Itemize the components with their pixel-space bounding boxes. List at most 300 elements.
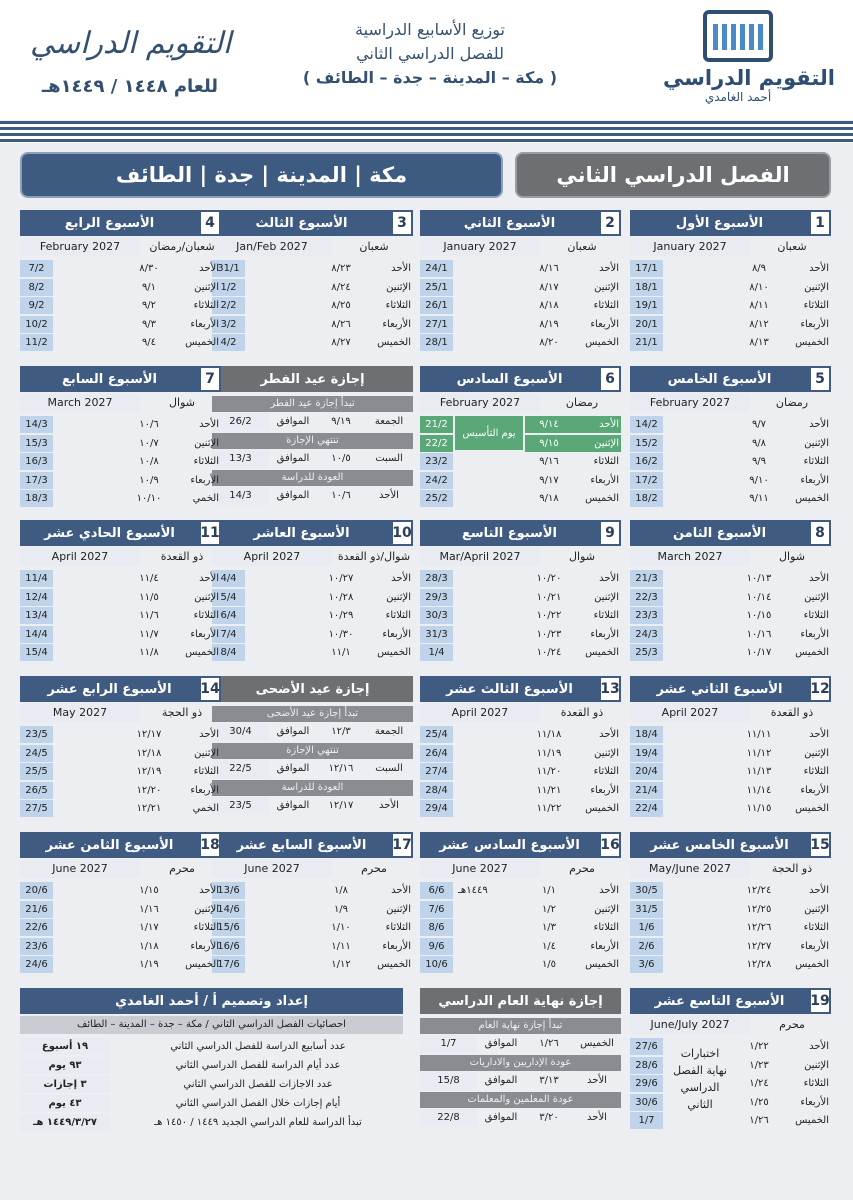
hijri-date: ١٠/٢٩ [328, 610, 354, 621]
day-row [630, 570, 831, 587]
day-name: الأربعاء [190, 784, 219, 796]
hijri-date: ١/٩ [333, 903, 349, 915]
hijri-date: ١٠/٢٧ [328, 573, 354, 584]
week-number: 6 [599, 366, 621, 392]
hijri-date: ١٠/٢٠ [536, 573, 562, 584]
week-number: 10 [391, 520, 413, 546]
day-name: الخميس [377, 959, 411, 970]
holiday-band: تبدأ إجازة عيد الأضحى [212, 706, 413, 722]
gregorian-date: 27/6 [630, 1038, 663, 1055]
day-row [212, 938, 413, 955]
hijri-date: ٩/١١ [749, 493, 769, 504]
week-months [630, 1016, 831, 1034]
exam-note: اختبارات نهاية الفصل الدراسي الثاني [673, 1046, 727, 1111]
day-row [20, 334, 221, 351]
hijri-date: ٨/٢٤ [331, 281, 351, 293]
gregorian-date: 24/3 [630, 626, 663, 643]
day-name: الأربعاء [800, 784, 829, 796]
stats-row [20, 1076, 403, 1093]
hijri-date: ٨/١٠ [749, 281, 769, 293]
day-row [212, 316, 413, 333]
week-months [420, 860, 621, 878]
day-name: الأحد [809, 1041, 829, 1052]
day-row [630, 800, 831, 817]
holiday-hijri: ٣/١٣ [539, 1075, 559, 1086]
week-months [20, 860, 221, 878]
gregorian-date: 6/4 [212, 607, 245, 624]
week-number: 17 [391, 832, 413, 858]
cities-banner: مكة | المدينة | جدة | الطائف [20, 152, 503, 198]
gregorian-month: January 2027 [630, 238, 750, 256]
hijri-date: ١/١٥ [139, 885, 159, 896]
holiday-day: الأحد [587, 1075, 607, 1086]
hijri-month: رمضان [565, 396, 599, 409]
day-row [420, 453, 621, 470]
holiday-label: الموافق [276, 726, 310, 737]
week-title: الأسبوع السابع [20, 366, 221, 392]
stats-value: ١٩ أسبوع [20, 1038, 110, 1055]
day-row [420, 644, 621, 661]
day-name: الأحد [599, 263, 619, 274]
hijri-date: ٨/١١ [749, 300, 769, 311]
hijri-date: ١/٣ [541, 922, 557, 933]
day-row [420, 490, 621, 507]
day-row [20, 782, 221, 799]
hijri-month: ذو الحجة [771, 862, 813, 875]
hijri-date: ١٠/١٥ [746, 610, 772, 621]
gregorian-date: 8/2 [20, 279, 53, 296]
week-months [420, 238, 621, 256]
day-name: الإثنين [804, 591, 829, 603]
gregorian-month: June 2027 [20, 860, 140, 878]
day-row [420, 956, 621, 973]
week-card [20, 520, 221, 665]
gregorian-date: 7/2 [20, 260, 53, 277]
holiday-row [212, 450, 413, 468]
week-months [20, 394, 221, 412]
day-row [420, 279, 621, 296]
gregorian-month: Mar/April 2027 [420, 548, 540, 566]
holiday-card [212, 676, 413, 821]
hijri-month: محرم [779, 1018, 805, 1031]
holiday-hijri: ١٢/٣ [331, 726, 351, 737]
week-months [420, 394, 621, 412]
day-name: الثلاثاء [803, 300, 829, 311]
holiday-title: إجازة عيد الأضحى [212, 676, 413, 702]
gregorian-date: 7/6 [420, 901, 453, 918]
gregorian-date: 22/6 [20, 919, 53, 936]
week-card [20, 210, 221, 355]
hijri-date: ١/١٨ [139, 940, 159, 952]
week-months [630, 860, 831, 878]
gregorian-date: 24/2 [420, 472, 453, 489]
day-name: الأحد [599, 573, 619, 584]
day-name: الخميس [795, 959, 829, 970]
gregorian-date: 10/6 [420, 956, 453, 973]
week-title: الأسبوع الثالث [212, 210, 413, 236]
day-name: الأحد [573, 416, 621, 433]
day-row [20, 570, 221, 587]
day-row [20, 745, 221, 762]
holiday-row [212, 487, 413, 505]
hijri-date: ٨/١٩ [539, 318, 559, 330]
hijri-date: ١١/١٨ [536, 729, 562, 740]
gregorian-date: 13/4 [20, 607, 53, 624]
day-row [212, 919, 413, 936]
week-card [212, 210, 413, 355]
gregorian-date: 27/4 [420, 763, 453, 780]
day-row [420, 726, 621, 743]
gregorian-month: Jan/Feb 2027 [212, 238, 332, 256]
gregorian-date: 17/3 [20, 472, 53, 489]
hijri-date: ١٢/٢٧ [746, 940, 772, 952]
holiday-title: إجازة عيد الفطر [212, 366, 413, 392]
hijri-date: ٩/١٧ [539, 474, 559, 486]
hijri-date: ١١/٤ [139, 573, 159, 584]
gregorian-date: 18/2 [630, 490, 663, 507]
day-row [20, 607, 221, 624]
day-name: الأربعاء [800, 628, 829, 640]
gregorian-date: 1/2 [212, 279, 245, 296]
week-number: 14 [199, 676, 221, 702]
hijri-date: ١٠/١٣ [746, 573, 772, 584]
holiday-day: الخميس [580, 1038, 614, 1049]
gregorian-date: 4/4 [212, 570, 245, 587]
hijri-date: ١١/٨ [139, 647, 159, 658]
hijri-date: ١١/١٢ [746, 747, 772, 759]
day-row [212, 279, 413, 296]
holiday-band: عودة الإداريين والاداريات [420, 1055, 621, 1071]
day-name: الخميس [795, 803, 829, 814]
day-row [20, 919, 221, 936]
hijri-date: ١١/١١ [746, 729, 772, 740]
day-row [420, 297, 621, 314]
stats-value: ٣ إجازات [20, 1076, 110, 1093]
day-name: الإثنين [804, 747, 829, 759]
stats-value: ٩٣ يوم [20, 1057, 110, 1074]
gregorian-date: 28/6 [630, 1057, 663, 1074]
gregorian-date: 15/6 [212, 919, 245, 936]
hijri-date: ١٢/٢٦ [746, 922, 772, 933]
day-name: الأحد [199, 885, 219, 896]
holiday-day: الجمعة [374, 726, 404, 737]
day-row [630, 626, 831, 643]
hijri-date: ١٢/١٩ [136, 766, 162, 777]
hijri-date: ١/١ [541, 885, 557, 896]
stats-label: عدد الاجازات للفصل الدراسي الثاني [183, 1079, 333, 1090]
hijri-month: ذو القعدة [560, 706, 604, 719]
header-text [250, 18, 610, 90]
day-name: الإثنين [194, 281, 219, 293]
gregorian-date: 12/4 [20, 589, 53, 606]
hijri-date: ٨/٢٣ [331, 263, 351, 274]
holiday-label: الموافق [276, 490, 310, 501]
day-name: الأربعاء [800, 1096, 829, 1108]
holiday-hijri: ١٢/١٦ [328, 763, 354, 774]
week-card [420, 676, 621, 821]
week-title: الأسبوع الرابع عشر [20, 676, 221, 702]
week-months [630, 548, 831, 566]
hijri-date: ١/٢٦ [749, 1115, 769, 1126]
stats-label: تبدأ الدراسة للعام الدراسي الجديد ١٤٤٩ / ١٤٥٠ هـ [154, 1117, 362, 1128]
holiday-hijri: ١٠/٦ [331, 490, 351, 501]
hijri-date: ١/٢٣ [749, 1059, 769, 1071]
holiday-day: الأحد [379, 490, 399, 501]
day-row [630, 416, 831, 433]
hijri-date: ٩/٢ [141, 300, 157, 311]
hijri-date: ١/١٦ [139, 903, 159, 915]
hijri-date: ١٠/١٦ [746, 628, 772, 640]
week-months [420, 548, 621, 566]
day-name: الأربعاء [382, 628, 411, 640]
gregorian-date: 19/1 [630, 297, 663, 314]
gregorian-date: 22/3 [630, 589, 663, 606]
gregorian-date: 27/1 [420, 316, 453, 333]
stats-row [20, 1057, 403, 1074]
semester-banner: الفصل الدراسي الثاني [515, 152, 831, 198]
gregorian-month: May 2027 [20, 704, 140, 722]
holiday-row [420, 1072, 621, 1090]
day-row [630, 782, 831, 799]
gregorian-date: 31/5 [630, 901, 663, 918]
week-number: 4 [199, 210, 221, 236]
hijri-date: ١/٤ [541, 940, 557, 952]
day-row [630, 644, 831, 661]
day-name: الإثنين [386, 281, 411, 293]
holiday-label: الموافق [484, 1112, 518, 1123]
day-name: الأربعاء [590, 628, 619, 640]
holiday-gregorian: 22/5 [212, 760, 269, 778]
week-title: الأسبوع الأول [630, 210, 831, 236]
holiday-band: تبدأ إجازة عيد الفطر [212, 396, 413, 412]
logo-left [30, 12, 230, 97]
week-number: 16 [599, 832, 621, 858]
holiday-card [420, 988, 621, 1133]
day-row [630, 1112, 831, 1129]
day-name: الثلاثاء [193, 300, 219, 311]
week-number: 13 [599, 676, 621, 702]
holiday-band: العودة للدراسة [212, 470, 413, 486]
holiday-label: الموافق [276, 416, 310, 427]
gregorian-date: 28/4 [420, 782, 453, 799]
hijri-month: شوال/ذو القعدة [337, 550, 411, 563]
day-name: الخميس [585, 959, 619, 970]
week-card [212, 520, 413, 665]
gregorian-date: 8/6 [420, 919, 453, 936]
week-title: الأسبوع التاسع عشر [630, 988, 831, 1014]
day-name: الأربعاء [190, 318, 219, 330]
stats-title: إعداد وتصميم أ / أحمد الغامدي [20, 988, 403, 1014]
hijri-date: ١١/٢١ [536, 784, 562, 796]
day-name: الأربعاء [590, 318, 619, 330]
gregorian-date: 29/4 [420, 800, 453, 817]
day-name: الإثنين [573, 435, 621, 452]
gregorian-date: 11/4 [20, 570, 53, 587]
day-row [420, 745, 621, 762]
day-row [20, 316, 221, 333]
gregorian-date: 23/3 [630, 607, 663, 624]
gregorian-date: 21/1 [630, 334, 663, 351]
hijri-date: ١/١٠ [331, 922, 351, 933]
day-row [212, 956, 413, 973]
day-name: الخميس [795, 337, 829, 348]
hijri-date: ١/٢٤ [749, 1078, 769, 1089]
hijri-date: ٩/١٨ [539, 493, 559, 504]
holiday-card [212, 366, 413, 511]
gregorian-date: 25/1 [420, 279, 453, 296]
day-row [630, 334, 831, 351]
hijri-date: ١٠/٩ [139, 474, 159, 486]
day-name: الأحد [599, 729, 619, 740]
day-name: الخمي [192, 493, 219, 504]
gregorian-date: 4/2 [212, 334, 245, 351]
hijri-month: شوال [569, 550, 595, 563]
hijri-date: ١١/١٥ [746, 803, 772, 814]
stats-row [20, 1038, 403, 1055]
hijri-date: ١٢/٢٤ [746, 885, 772, 896]
week-months [420, 704, 621, 722]
week-title: الأسبوع التاسع [420, 520, 621, 546]
gregorian-date: 28/1 [420, 334, 453, 351]
week-card [420, 520, 621, 665]
hijri-date: ١/١٧ [139, 922, 159, 933]
day-name: الثلاثاء [803, 766, 829, 777]
day-row [420, 607, 621, 624]
day-name: الأربعاء [190, 628, 219, 640]
day-row [420, 800, 621, 817]
holiday-band: تبدأ إجازة نهاية العام [420, 1018, 621, 1034]
gregorian-date: 14/6 [212, 901, 245, 918]
week-title: الأسبوع الثاني [420, 210, 621, 236]
gregorian-date: 14/4 [20, 626, 53, 643]
day-row [420, 260, 621, 277]
week-number: 2 [599, 210, 621, 236]
gregorian-date: 26/4 [420, 745, 453, 762]
holiday-gregorian: 26/2 [212, 413, 269, 431]
gregorian-date: 21/2 [420, 416, 453, 433]
hijri-month: محرم [569, 862, 595, 875]
day-name: الخميس [185, 647, 219, 658]
gregorian-date: 8/4 [212, 644, 245, 661]
day-row [630, 297, 831, 314]
holiday-row [420, 1035, 621, 1053]
week-title: الأسبوع السادس عشر [420, 832, 621, 858]
hijri-date: ١٠/٨ [139, 456, 159, 467]
day-name: الإثنين [194, 437, 219, 449]
gregorian-date: 5/4 [212, 589, 245, 606]
day-row [630, 435, 831, 452]
holiday-band: عودة المعلمين والمعلمات [420, 1092, 621, 1108]
day-name: الخميس [185, 337, 219, 348]
holiday-band: العودة للدراسة [212, 780, 413, 796]
gregorian-month: April 2027 [212, 548, 332, 566]
gregorian-date: 29/6 [630, 1075, 663, 1092]
day-row [630, 882, 831, 899]
day-name: الثلاثاء [385, 610, 411, 621]
gregorian-date: 17/1 [630, 260, 663, 277]
gregorian-date: 1/4 [420, 644, 453, 661]
day-name: الإثنين [804, 281, 829, 293]
week-months [20, 548, 221, 566]
day-row [212, 260, 413, 277]
day-row [630, 490, 831, 507]
gregorian-date: 29/3 [420, 589, 453, 606]
hijri-date: ١٢/٢٠ [136, 784, 162, 796]
hijri-date: ٨/٢٦ [331, 318, 351, 330]
day-name: الثلاثاء [385, 300, 411, 311]
day-name: الخميس [377, 647, 411, 658]
gregorian-date: 30/6 [630, 1094, 663, 1111]
day-row [420, 882, 621, 899]
hijri-month: ذو القعدة [770, 706, 814, 719]
week-card [630, 988, 831, 1133]
day-row [20, 644, 221, 661]
day-row [212, 626, 413, 643]
hijri-date: ٨/١٨ [539, 300, 559, 311]
hijri-date: ١١/١٤ [746, 784, 772, 796]
holiday-title: إجازة نهاية العام الدراسي [420, 988, 621, 1014]
holiday-row [212, 723, 413, 741]
day-name: الخميس [795, 493, 829, 504]
hijri-date: ٨/٣٠ [139, 263, 159, 274]
hijri-month: رمضان [775, 396, 809, 409]
stats-value: ٤٣ يوم [20, 1095, 110, 1112]
calendar-icon [703, 10, 773, 62]
day-name: الثلاثاء [593, 456, 619, 467]
hijri-date: ٩/١ [141, 281, 157, 293]
gregorian-month: February 2027 [20, 238, 140, 256]
week-card [420, 832, 621, 977]
day-row [630, 453, 831, 470]
day-name: الأحد [199, 729, 219, 740]
hijri-month: محرم [169, 862, 195, 875]
gregorian-date: 24/6 [20, 956, 53, 973]
holiday-day: الأحد [587, 1112, 607, 1123]
hijri-date: ٩/١٥ [525, 435, 573, 452]
gregorian-month: June/July 2027 [630, 1016, 750, 1034]
holiday-label: الموافق [484, 1038, 518, 1049]
holiday-day: الجمعة [374, 416, 404, 427]
hijri-date: ٩/٣ [141, 318, 157, 330]
gregorian-date: 6/6 [420, 882, 453, 899]
day-row [20, 938, 221, 955]
hijri-date: ١/١١ [331, 940, 351, 952]
day-row [20, 453, 221, 470]
hijri-date: ١١/١٣ [746, 766, 772, 777]
day-row [630, 745, 831, 762]
hijri-month: شوال [169, 396, 195, 409]
gregorian-date: 16/3 [20, 453, 53, 470]
week-months [212, 860, 413, 878]
hijri-date: ١٢/١٨ [136, 747, 162, 759]
gregorian-date: 15/2 [630, 435, 663, 452]
stats-subtitle: احصائيات الفصل الدراسي الثاني / مكة – جدة – المدينة – الطائف [20, 1016, 403, 1034]
holiday-hijri: ١٢/١٧ [328, 800, 354, 811]
week-number: 18 [199, 832, 221, 858]
day-name: الخميس [585, 337, 619, 348]
day-name: الثلاثاء [193, 610, 219, 621]
hijri-date: ١٠/٦ [139, 419, 159, 430]
day-name: الإثنين [804, 437, 829, 449]
hijri-date: ١٠/١٤ [746, 591, 772, 603]
hijri-date: ٩/١٠ [749, 474, 769, 486]
week-title: الأسبوع السادس [420, 366, 621, 392]
hijri-date: ١٠/٢٣ [536, 628, 562, 640]
week-months [630, 704, 831, 722]
day-name: الإثنين [194, 903, 219, 915]
week-months [630, 394, 831, 412]
gregorian-month: May/June 2027 [630, 860, 750, 878]
